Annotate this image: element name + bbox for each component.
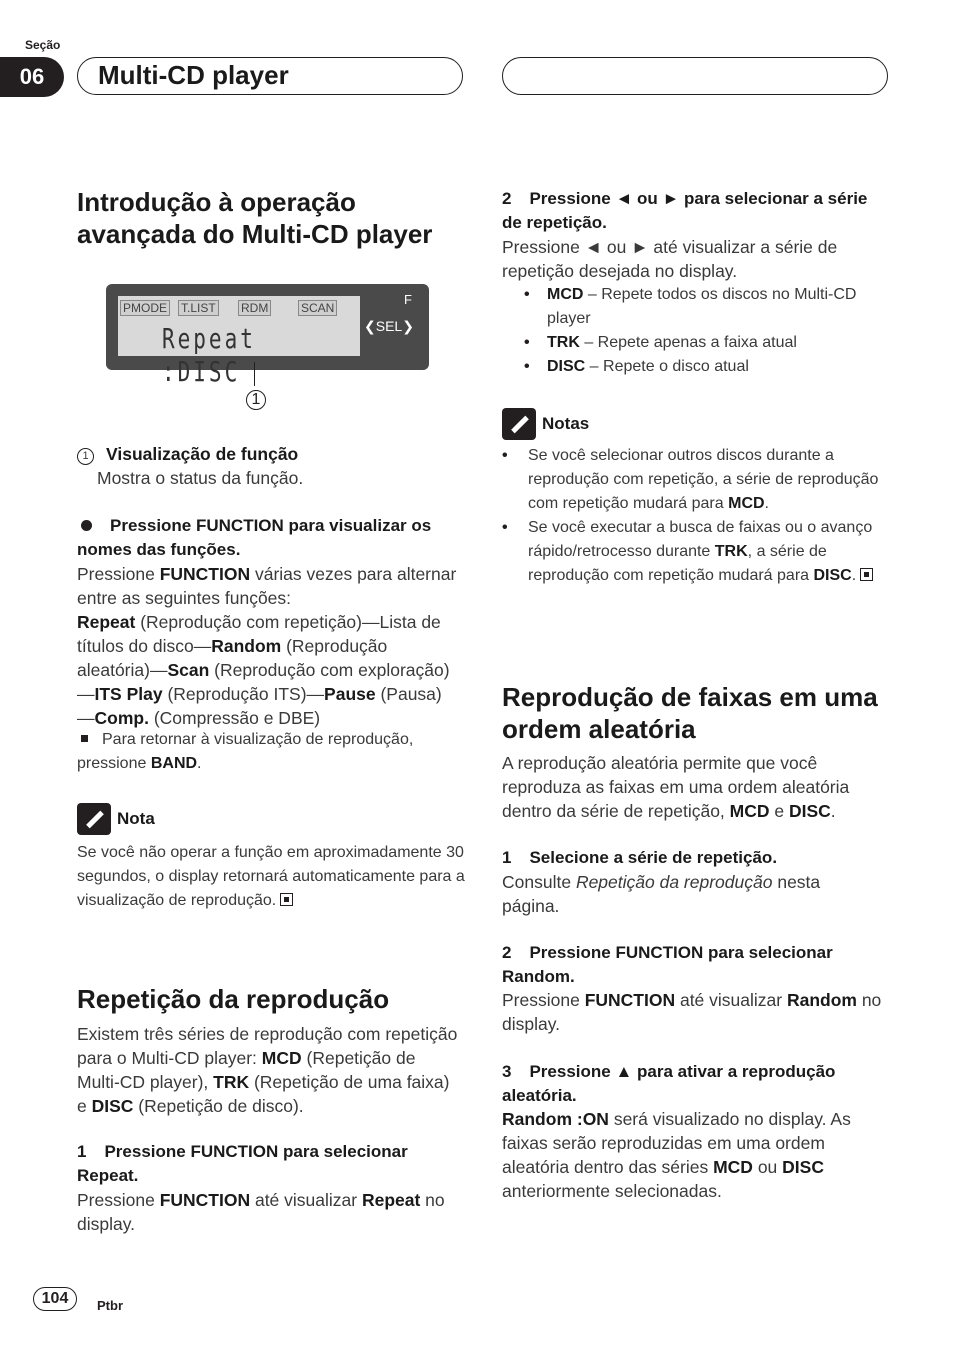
functions-paragraph: Pressione FUNCTION várias vezes para alternar entre as seguintes funções: Repeat (Reprodução com repetição)—Lista de títulos do disco—Random (Reprodução aleatória)—Scan (Reprodução com exploração)—ITS Play (Reprodução ITS)—Pause (Pausa)—Comp. (Compressão e DBE) [77,564,457,728]
tag-pmode: PMODE [120,300,170,316]
step1-desc: Pressione FUNCTION até visualizar Repeat no display. [77,1190,445,1234]
callout-number: 1 [246,390,266,410]
r-step1-title: 1 Selecione a série de repetição. [502,848,778,867]
r-step2-desc: Pressione FUNCTION até visualizar Random no display. [502,990,882,1034]
section-number-badge: 06 [0,57,64,97]
r-step3-desc: Random :ON será visualizado no display. As faixas serão reproduzidas em uma ordem aleatória dentro das séries MCD ou DISC anteriormente selecionadas. [502,1109,851,1201]
r-step1-number: 1 [502,848,512,867]
r-step3-title: 3 Pressione ▲ para ativar a reprodução aleatória. [502,1062,836,1105]
lcd-main-text: Repeat :DISC [162,322,256,388]
square-bullet-icon [81,735,88,742]
heading-random: Reprodução de faixas em uma ordem aleatória [502,682,878,744]
r-step1-desc: Consulte Repetição da reprodução nesta página. [502,872,821,916]
heading-intro: Introdução à operação avançada do Multi-CD player [77,187,433,249]
legend-title: Visualização de função [106,444,299,464]
header-right-frame [502,57,888,95]
step2-desc: Pressione ◄ ou ► até visualizar a série de repetição desejada no display. [502,237,838,281]
list-item: • DISC – Repete o disco atual [502,355,887,379]
section-label: Seção [25,38,61,52]
heading-repeat: Repetição da reprodução [77,984,390,1014]
list-item: • TRK – Repete apenas a faixa atual [502,331,887,355]
repeat-range-list [502,283,887,379]
random-paragraph: A reprodução aleatória permite que você reproduza as faixas em uma ordem aleatória dentro da série de repetição, MCD e DISC. [502,753,850,821]
legend-number: 1 [77,448,94,465]
page-title: Multi-CD player [98,60,289,90]
step2-title: 2 Pressione ◄ ou ► para selecionar a série de repetição. [502,189,868,232]
list-item: • Se você executar a busca de faixas ou o avanço rápido/retrocesso durante TRK, a série de reprodução com repetição mudará para DISC. [502,516,890,588]
return-note: Para retornar à visualização de reprodução, pressione BAND. [77,731,414,772]
legend-desc: Mostra o status da função. [97,468,304,488]
notas-label: Notas [542,414,590,433]
bullet-step-text: Pressione FUNCTION para visualizar os nomes das funções. [77,516,432,559]
r-step2-title: 2 Pressione FUNCTION para selecionar Random. [502,943,833,986]
notas-header [502,408,589,440]
tag-tlist: T.LIST [178,300,219,316]
r-step2-number: 2 [502,943,512,962]
note-pencil-icon [77,803,111,835]
tag-rdm: RDM [238,300,271,316]
note-pencil-icon [502,408,536,440]
nota-label: Nota [117,809,155,828]
tag-scan: SCAN [298,300,337,316]
page-number: 104 [33,1287,77,1311]
step2-number: 2 [502,189,512,208]
step1-title: 1 Pressione FUNCTION para selecionar Repeat. [77,1142,408,1185]
step1-number: 1 [77,1142,87,1161]
list-item: • Se você selecionar outros discos durante a reprodução com repetição, a série de reprodução com repetição mudará para MCD. [502,444,890,516]
repeat-paragraph: Existem três séries de reprodução com repetição para o Multi-CD player: MCD (Repetição de Multi-CD player), TRK (Repetição de uma faixa) e DISC (Repetição de disco). [77,1024,458,1116]
bullet-step [77,514,467,562]
legend-item [77,442,477,490]
list-item: • MCD – Repete todos os discos no Multi-CD player [502,283,887,331]
nota-header [77,803,155,835]
callout-leader-line [254,362,255,386]
nota-text: Se você não operar a função em aproximadamente 30 segundos, o display retornará automaticamente para a visualização de reprodução. [77,844,465,909]
end-mark-icon [280,893,293,906]
lcd-screen [118,296,360,388]
sel-label: SEL [375,318,403,334]
language-code: Ptbr [97,1298,123,1313]
end-mark-icon [860,568,873,581]
bullet-dot-icon [81,520,92,531]
sel-indicator: ❮SEL❯ [364,318,414,334]
f-indicator: F [404,292,412,307]
r-step3-number: 3 [502,1062,512,1081]
notas-list [502,444,890,588]
